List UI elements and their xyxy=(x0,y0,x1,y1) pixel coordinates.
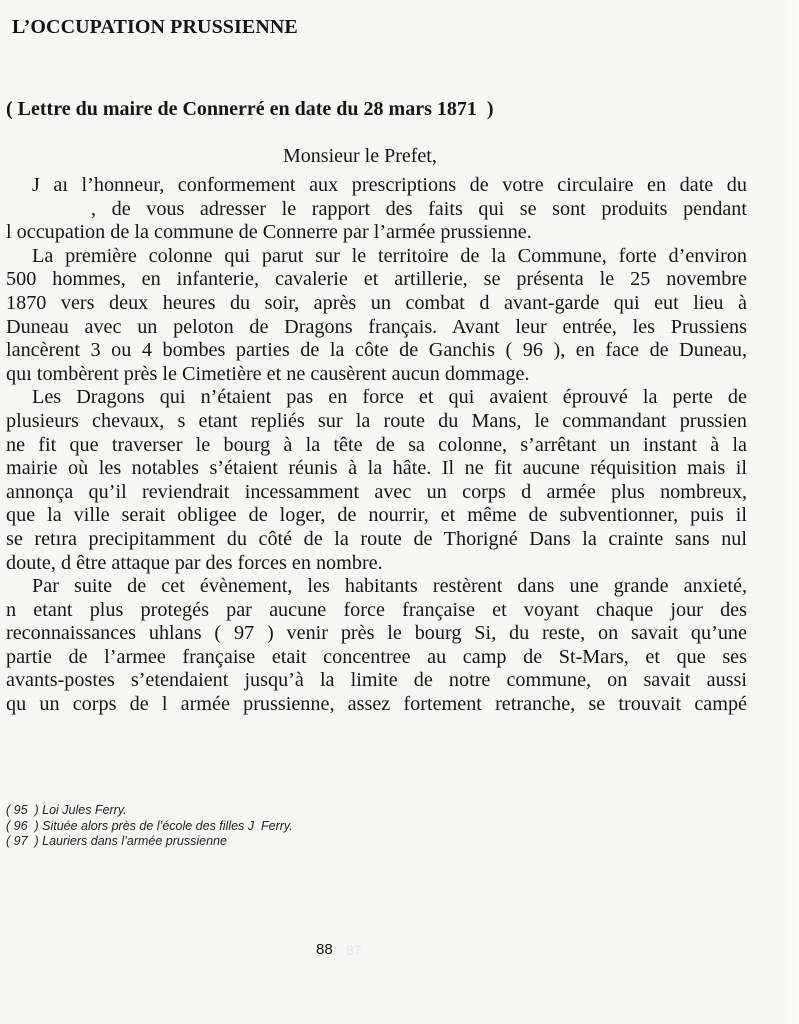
text-line: ne fit que traverser le bourg à la tête de sa colonne, s’arrêtant un instant à la xyxy=(6,433,747,456)
text-line: , de vous adresser le rapport des faits qui se sont produits pendant xyxy=(91,197,747,220)
text-line: mairie où les notables s’étaient réunis à la hâte. Il ne fit aucune réquisition mais il xyxy=(6,457,747,480)
text-line: quı tombèrent près le Cimetière et ne causèrent aucun dommage. xyxy=(6,362,530,385)
salutation: Monsieur le Prefet, xyxy=(283,145,437,167)
page-number: 88 xyxy=(316,941,333,958)
letter-subtitle: ( Lettre du maire de Connerré en date du 28 mars 1871 ) xyxy=(6,98,494,120)
letter-body xyxy=(6,174,747,717)
chapter-title: L’OCCUPATION PRUSSIENNE xyxy=(12,16,298,38)
paragraph-4 xyxy=(6,575,747,717)
text-line: l occupation de la commune de Connerre par l’armée prussienne. xyxy=(6,221,532,244)
text-line: 1870 vers deux heures du soir, après un combat d avant-garde qui eut lieu à xyxy=(6,291,747,314)
paragraph-1 xyxy=(6,174,747,245)
bleed-through-page-number: 87 xyxy=(346,942,362,958)
text-line: que la ville serait obligee de loger, de nourrir, et même de subventionner, puis il xyxy=(6,504,747,527)
text-line: doute, d être attaque par des forces en nombre. xyxy=(6,551,383,574)
text-line: J aı l’honneur, conformement aux prescriptions de votre circulaire en date du xyxy=(32,174,747,196)
footnote-97: ( 97 ) Lauriers dans l’armée prussienne xyxy=(6,834,227,848)
text-line: partie de l’armee française etait concentree au camp de St-Mars, et que ses xyxy=(6,645,747,668)
text-line: lancèrent 3 ou 4 bombes parties de la côte de Ganchis ( 96 ), en face de Duneau, xyxy=(6,339,747,362)
text-line: avants-postes s’etendaient jusqu’à la limite de notre commune, on savait aussi xyxy=(6,669,747,692)
text-line: Par suite de cet évènement, les habitants restèrent dans une grande anxieté, xyxy=(32,575,747,598)
text-line: Duneau avec un peloton de Dragons français. Avant leur entrée, les Prussiens xyxy=(6,315,747,338)
text-line: reconnaissances uhlans ( 97 ) venir près le bourg Si, du reste, on savait qu’une xyxy=(6,622,747,645)
footnote-95: ( 95 ) Loi Jules Ferry. xyxy=(6,803,127,817)
paragraph-3 xyxy=(6,386,747,575)
text-line: plusieurs chevaux, s etant repliés sur la route du Mans, le commandant prussien xyxy=(6,409,747,432)
text-line: annonça qu’il reviendrait incessamment avec un corps d armée plus nombreux, xyxy=(6,480,747,503)
text-line: qu un corps de l armée prussienne, assez fortement retranche, se trouvait campé xyxy=(6,693,747,716)
text-line: Les Dragons qui n’étaient pas en force et qui avaient éprouvé la perte de xyxy=(32,386,747,409)
page-edge xyxy=(785,0,799,1024)
text-line: 500 hommes, en infanterie, cavalerie et artillerie, se présenta le 25 novembre xyxy=(6,268,747,291)
text-line: se retıra precipitamment du côté de la route de Thorigné Dans la crainte sans nul xyxy=(6,527,747,550)
footnotes xyxy=(6,803,293,850)
text-line: n etant plus protegés par aucune force française et voyant chaque jour des xyxy=(6,598,747,621)
footnote-96: ( 96 ) Située alors près de l’école des filles J Ferry. xyxy=(6,818,293,833)
text-line: La première colonne qui parut sur le territoire de la Commune, forte d’environ xyxy=(32,244,747,267)
paragraph-2 xyxy=(6,245,747,387)
